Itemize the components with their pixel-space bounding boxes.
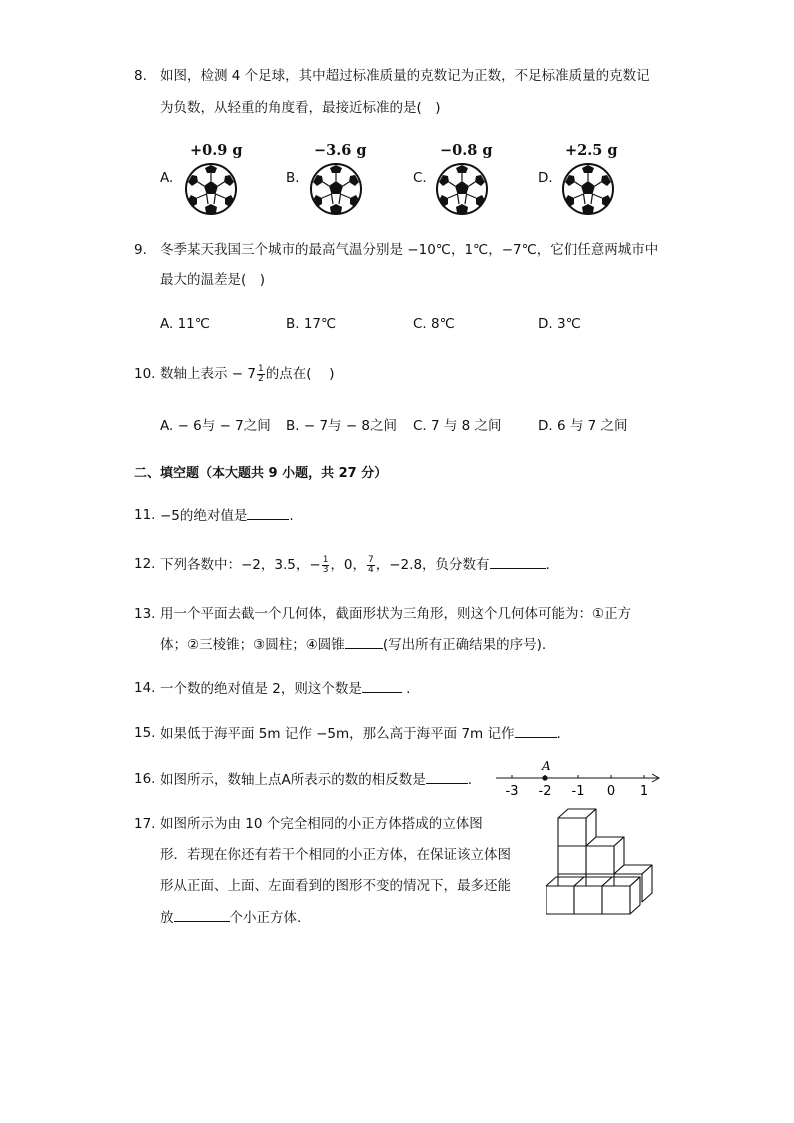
question-number: 17. — [134, 816, 156, 832]
text-post: 的点在( ) — [265, 366, 335, 382]
text-post: ，−2.8，负分数有 — [375, 557, 490, 573]
option-b: B. 17℃ — [286, 316, 337, 332]
text-post: (写出所有正确结果的序号). — [382, 637, 547, 653]
option-a: A. 11℃ — [160, 316, 210, 332]
question-number: 13. — [134, 606, 156, 622]
answer-blank[interactable] — [515, 723, 557, 738]
question-number: 15. — [134, 725, 156, 741]
ball-weight-label: +0.9 g — [190, 142, 243, 159]
tick-label: -3 — [505, 784, 519, 799]
text-post: . — [467, 772, 473, 788]
section-note: （本大题共 9 小题，共 27 分） — [199, 466, 388, 481]
question-text-line3: 形从正面、上面、左面看到的图形不变的情况下，最多还能 — [160, 878, 511, 894]
fraction — [367, 556, 375, 575]
option-d: D. 6 与 7 之间 — [538, 418, 628, 434]
question-text-line1: 冬季某天我国三个城市的最高气温分别是 −10℃，1℃，−7℃，它们任意两城市中 — [160, 242, 659, 258]
text-pre: 下列各数中：−2，3.5，− — [160, 557, 321, 573]
question-text-line1: 如图，检测 4 个足球，其中超过标准质量的克数记为正数，不足标准质量的克数记 — [160, 68, 650, 84]
section-title: 二、填空题 — [134, 466, 200, 481]
answer-blank[interactable] — [490, 554, 546, 569]
answer-blank[interactable] — [174, 907, 230, 922]
text-post: . — [289, 508, 294, 524]
text-end: . — [545, 557, 550, 573]
question-text — [160, 678, 410, 699]
question-number: 14. — [134, 680, 156, 696]
question-text-line1: 如图所示为由 10 个完全相同的小正方体搭成的立体图 — [160, 816, 483, 832]
text-pre: 数轴上表示 − 7 — [160, 366, 256, 382]
soccer-ball-icon — [561, 162, 615, 220]
answer-blank[interactable] — [426, 769, 468, 784]
question-number: 8. — [134, 68, 147, 84]
point-label: A — [542, 759, 551, 773]
question-text-line2: 最大的温差是( ) — [160, 272, 266, 288]
question-number: 10. — [134, 366, 156, 382]
text-pre: −5的绝对值是 — [160, 508, 248, 524]
ball-weight-label: −3.6 g — [314, 142, 367, 159]
fraction-numerator: 1 — [257, 363, 264, 374]
text-pre: 放 — [160, 910, 174, 926]
text-mid: ，0， — [330, 557, 367, 573]
answer-blank[interactable] — [345, 634, 383, 649]
ball-weight-label: −0.8 g — [440, 142, 493, 159]
text-pre: 一个数的绝对值是 2，则这个数是 — [160, 681, 362, 697]
answer-blank[interactable] — [247, 505, 289, 520]
fraction-numerator: 1 — [322, 554, 329, 565]
question-text — [160, 364, 335, 384]
option-b: B. − 7与 − 8之间 — [286, 418, 398, 434]
cube-stack-svg — [546, 806, 658, 924]
soccer-ball-icon — [435, 162, 489, 220]
option-d: D. 3℃ — [538, 316, 581, 332]
tick-label: -1 — [571, 784, 585, 799]
option-letter: A. — [160, 170, 174, 186]
text-post: . — [401, 681, 411, 697]
question-text — [160, 505, 294, 526]
question-text — [160, 769, 472, 790]
fraction-denominator: 2 — [257, 373, 264, 384]
option-c: C. 7 与 8 之间 — [413, 418, 502, 434]
point-a-dot — [542, 775, 547, 780]
question-text-line2: 为负数，从轻重的角度看，最接近标准的是( ) — [160, 100, 441, 116]
fraction-denominator: 3 — [322, 564, 329, 575]
text-post: . — [556, 726, 561, 742]
question-text-line1: 用一个平面去截一个几何体，截面形状为三角形，则这个几何体可能为：①正方 — [160, 606, 632, 622]
question-text — [160, 723, 561, 744]
section-heading — [134, 462, 387, 481]
text-pre: 如图所示，数轴上点A所表示的数的相反数是 — [160, 772, 426, 788]
question-number: 12. — [134, 556, 156, 572]
number-line-svg — [494, 756, 664, 800]
cube-stack-figure — [546, 806, 658, 924]
fraction-denominator: 4 — [368, 564, 374, 575]
question-number: 11. — [134, 507, 156, 523]
soccer-ball-icon — [309, 162, 363, 220]
question-text-line2 — [160, 634, 546, 655]
question-number: 9. — [134, 242, 147, 258]
question-text-line4 — [160, 907, 301, 928]
tick-label: -2 — [538, 784, 552, 799]
fraction-numerator: 7 — [368, 554, 374, 565]
option-letter: D. — [538, 170, 553, 186]
option-letter: C. — [413, 170, 427, 186]
answer-blank[interactable] — [362, 678, 402, 693]
tick-label: 0 — [606, 784, 616, 799]
text-post: 个小正方体. — [229, 910, 302, 926]
text-pre: 体；②三棱锥；③圆柱；④圆锥 — [160, 637, 345, 653]
question-text-line2: 形．若现在你还有若干个相同的小正方体，在保证该立体图 — [160, 847, 511, 863]
soccer-ball-icon — [184, 162, 238, 220]
option-a: A. − 6与 − 7之间 — [160, 418, 271, 434]
ball-weight-label: +2.5 g — [565, 142, 618, 159]
question-text — [160, 554, 550, 575]
option-letter: B. — [286, 170, 300, 186]
question-number: 16. — [134, 771, 156, 787]
text-pre: 如果低于海平面 5m 记作 −5m，那么高于海平面 7m 记作 — [160, 726, 515, 742]
option-c: C. 8℃ — [413, 316, 455, 332]
number-line-figure — [494, 756, 664, 800]
fraction — [257, 365, 265, 384]
fraction — [322, 556, 330, 575]
tick-label: 1 — [639, 784, 649, 799]
